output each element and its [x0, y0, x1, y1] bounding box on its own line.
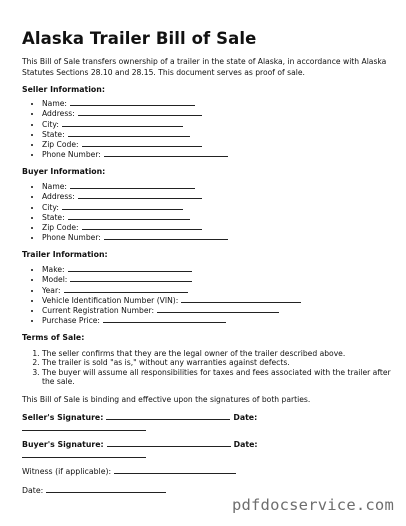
trailer-model-blank[interactable] [70, 274, 192, 282]
trailer-heading: Trailer Information: [22, 250, 108, 259]
field-label: Address: [42, 109, 75, 119]
seller-city-item [42, 119, 228, 129]
trailer-year-blank[interactable] [64, 285, 188, 293]
seller-name-blank[interactable] [70, 98, 195, 106]
witness-blank[interactable] [114, 466, 236, 474]
final-date-label: Date: [22, 486, 44, 495]
trailer-price-item [42, 315, 301, 325]
buyer-state-item [42, 212, 228, 222]
buyer-fields-list [22, 181, 228, 243]
seller-address-blank[interactable] [78, 108, 202, 116]
field-label: Address: [42, 192, 75, 202]
seller-city-blank[interactable] [62, 119, 183, 127]
terms-list [22, 349, 394, 387]
trailer-model-item [42, 274, 301, 284]
field-label: Year: [42, 285, 61, 295]
buyer-date-blank[interactable] [22, 457, 146, 458]
terms-heading: Terms of Sale: [22, 333, 85, 342]
field-label: Model: [42, 275, 68, 285]
buyer-city-blank[interactable] [62, 202, 183, 210]
terms-item: 1. The seller confirms that they are the legal owner of the trailer described above. [42, 349, 394, 358]
seller-signature-label: Seller's Signature: [22, 413, 104, 422]
trailer-vin-item [42, 295, 301, 305]
document-title: Alaska Trailer Bill of Sale [22, 29, 257, 48]
buyer-zip-blank[interactable] [82, 222, 202, 230]
seller-date-label: Date: [233, 413, 258, 422]
intro-paragraph: This Bill of Sale transfers ownership of a trailer in the state of Alaska, in accordance with Alaska Statutes Sections 28.10 and 28.15. This document serves as proof of sale. [22, 57, 387, 77]
terms-item: 3. The buyer will assume all responsibilities for taxes and fees associated with the trailer after the sale. [42, 368, 394, 387]
field-label: State: [42, 212, 65, 222]
field-label: City: [42, 119, 59, 129]
field-label: Vehicle Identification Number (VIN): [42, 295, 179, 305]
buyer-phone-blank[interactable] [104, 232, 228, 240]
buyer-zip-item [42, 222, 228, 232]
buyer-date-label: Date: [233, 440, 258, 449]
buyer-signature-blank[interactable] [107, 439, 231, 447]
field-label: City: [42, 202, 59, 212]
trailer-make-item [42, 264, 301, 274]
terms-item: 2. The trailer is sold "as is," without any warranties against defects. [42, 358, 394, 367]
trailer-registration-blank[interactable] [157, 305, 279, 313]
buyer-name-item [42, 181, 228, 191]
field-label: Name: [42, 99, 67, 108]
witness-line [22, 466, 236, 476]
seller-zip-item [42, 139, 228, 149]
buyer-address-item [42, 191, 228, 201]
seller-date-blank[interactable] [22, 430, 146, 431]
field-label: Phone Number: [42, 233, 101, 243]
trailer-year-item [42, 285, 301, 295]
buyer-phone-item [42, 232, 228, 242]
field-label: Current Registration Number: [42, 306, 155, 316]
field-label: State: [42, 129, 65, 139]
buyer-city-item [42, 202, 228, 212]
field-label: Make: [42, 265, 65, 274]
seller-phone-item [42, 149, 228, 159]
buyer-address-blank[interactable] [78, 191, 202, 199]
final-date-line [22, 485, 166, 495]
trailer-price-blank[interactable] [103, 315, 226, 323]
field-label: Zip Code: [42, 223, 79, 233]
seller-name-item [42, 98, 228, 108]
seller-signature-line [22, 412, 257, 422]
field-label: Name: [42, 182, 67, 191]
seller-zip-blank[interactable] [82, 139, 202, 147]
buyer-name-blank[interactable] [70, 181, 195, 189]
seller-signature-blank[interactable] [106, 412, 230, 420]
final-date-blank[interactable] [46, 485, 166, 493]
trailer-fields-list [22, 264, 301, 326]
seller-fields-list [22, 98, 228, 160]
trailer-make-blank[interactable] [68, 264, 192, 272]
field-label: Phone Number: [42, 150, 101, 160]
seller-phone-blank[interactable] [104, 149, 228, 157]
closing-statement: This Bill of Sale is binding and effective upon the signatures of both parties. [22, 395, 311, 404]
seller-address-item [42, 108, 228, 118]
field-label: Zip Code: [42, 140, 79, 150]
field-label: Purchase Price: [42, 316, 100, 326]
buyer-signature-label: Buyer's Signature: [22, 440, 104, 449]
trailer-registration-item [42, 305, 301, 315]
seller-heading: Seller Information: [22, 85, 105, 94]
buyer-signature-line [22, 439, 258, 449]
witness-label: Witness (if applicable): [22, 467, 112, 476]
buyer-state-blank[interactable] [68, 212, 190, 220]
seller-state-blank[interactable] [68, 129, 190, 137]
seller-state-item [42, 129, 228, 139]
trailer-vin-blank[interactable] [181, 295, 301, 303]
buyer-heading: Buyer Information: [22, 167, 106, 176]
watermark-text: pdfdocservice.com [231, 496, 394, 514]
